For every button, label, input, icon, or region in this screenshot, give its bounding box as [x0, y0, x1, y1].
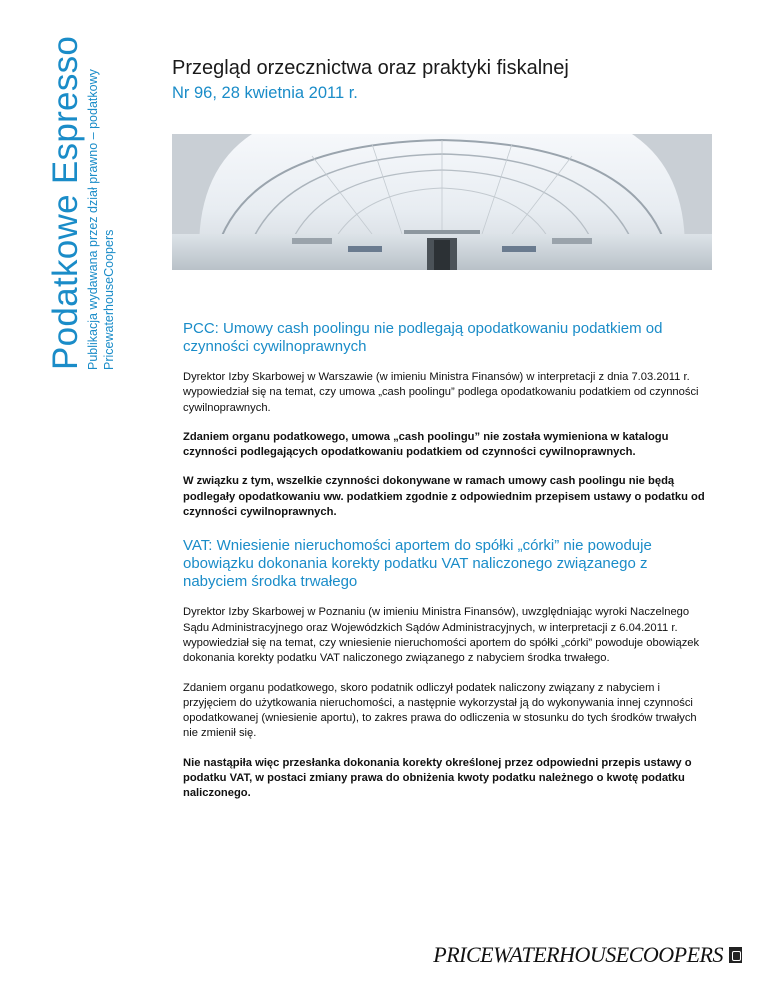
- article-paragraph-bold: Nie nastąpiła więc przesłanka dokonania korekty określonej przez odpowiedni przepis ustawy o podatku VAT, w postaci zmiany prawa do obniżenia kwoty podatku należnego o kwotę podatku naliczonego.: [183, 756, 692, 800]
- article-list: [183, 320, 713, 816]
- issue-number: Nr 96, 28 kwietnia 2011 r.: [172, 84, 358, 102]
- article-paragraph-bold: Zdaniem organu podatkowego, umowa „cash poolingu” nie została wymieniona w katalogu czynności podlegających opodatkowaniu podatkiem od czynności cywilnoprawnych.: [183, 430, 669, 459]
- article-heading: PCC: Umowy cash poolingu nie podlegają opodatkowaniu podatkiem od czynności cywilnoprawnych: [183, 320, 663, 355]
- article-paragraph: Dyrektor Izby Skarbowej w Warszawie (w imieniu Ministra Finansów) w interpretacji z dnia 7.03.2011 r. wypowiedział się na temat, czy umowa „cash poolingu” podlega opodatkowaniu podatkiem od czynności cywilnoprawnych.: [183, 371, 699, 414]
- article-paragraph: Zdaniem organu podatkowego, skoro podatnik odliczył podatek naliczony związany z nabyciem i przyjęciem do użytkowania nieruchomości, a następnie wykorzystał ją do wykonywania innej czynności opodatkowanej (wniesienie aportu), to zakres prawa do odliczenia w stosunku do tych środków trwałych nie zmienił się.: [183, 681, 697, 740]
- company-logo: [433, 942, 742, 968]
- article-vat: [183, 537, 713, 801]
- publication-subtitle: Publikacja wydawana przez dział prawno – podatkowy: [86, 69, 100, 370]
- publication-title: Podatkowe Espresso: [46, 35, 85, 370]
- article-pcc: [183, 320, 713, 520]
- pwc-mark-icon: [729, 947, 742, 963]
- terminal-hall-illustration: [172, 134, 712, 270]
- document-title: Przegląd orzecznictwa oraz praktyki fiskalnej: [172, 57, 569, 79]
- publisher-name: PricewaterhouseCoopers: [102, 229, 116, 370]
- article-heading: VAT: Wniesienie nieruchomości aportem do spółki „córki” nie powoduje obowiązku dokonania korekty podatku VAT naliczonego związanego z nabyciem środka trwałego: [183, 537, 652, 591]
- article-paragraph-bold: W związku z tym, wszelkie czynności dokonywane w ramach umowy cash poolingu nie będą podlegały opodatkowaniu ww. podatkiem zgodnie z odpowiednim przepisem ustawy o podatku od czynności cywilnoprawnych.: [183, 475, 705, 519]
- logo-wordmark: PRICEWATERHOUSECOOPERS: [433, 942, 723, 967]
- article-paragraph: Dyrektor Izby Skarbowej w Poznaniu (w imieniu Ministra Finansów), uwzględniając wyroki Naczelnego Sądu Administracyjnego oraz Wojewódzkich Sądów Administracyjnych, w interpretacji z 6.04.2011 r. wypowiedział się na temat, czy wniesienie nieruchomości aportem do spółki „córki” powoduje obowiązek dokonania korekty podatku VAT naliczonego związanego z nabyciem środka trwałego.: [183, 606, 700, 665]
- hero-image: [172, 134, 712, 270]
- document-header: [172, 56, 569, 104]
